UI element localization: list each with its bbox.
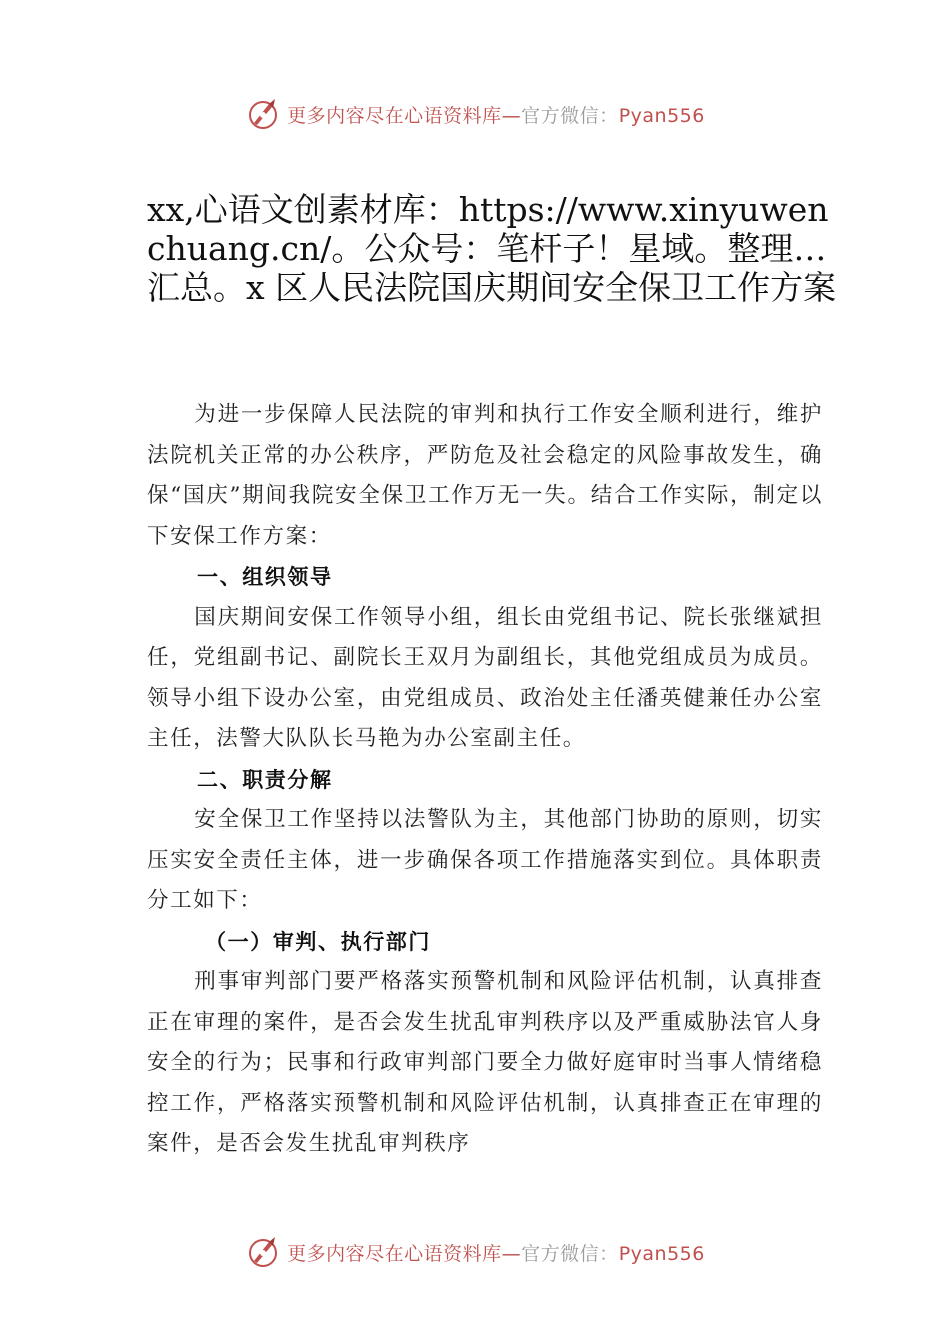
banner-separator: — xyxy=(501,104,522,127)
banner-lead: 更多内容尽在心语资料库 xyxy=(287,104,502,127)
banner-wechat-id: Pyan556 xyxy=(618,1242,705,1265)
banner-wechat-label: 官方微信： xyxy=(521,1242,619,1265)
banner-wechat-id: Pyan556 xyxy=(618,104,705,127)
subsection-heading-trial-execution: （一）审判、执行部门 xyxy=(205,929,431,954)
banner-text xyxy=(287,101,705,128)
banner-lead: 更多内容尽在心语资料库 xyxy=(287,1242,502,1265)
banner-text xyxy=(287,1239,705,1266)
trial-execution-paragraph: 刑事审判部门要严格落实预警机制和风险评估机制，认真排查正在审理的案件，是否会发生扰乱审判秩序以及严重威胁法官人身安全的行为；民事和行政审判部门要全力做好庭审时当事人情绪稳控工作，严格落实预警机制和风险评估机制，认真排查正在审理的案件，是否会发生扰乱审判秩序 xyxy=(147,969,823,1156)
document-body xyxy=(147,395,823,1165)
organization-paragraph: 国庆期间安保工作领导小组，组长由党组书记、院长张继斌担任，党组副书记、副院长王双月为副组长，其他党组成员为成员。领导小组下设办公室，由党组成员、政治处主任潘英健兼任办公室主任，法警大队队长马艳为办公室副主任。 xyxy=(147,604,823,751)
intro-paragraph: 为进一步保障人民法院的审判和执行工作安全顺利进行，维护法院机关正常的办公秩序，严防危及社会稳定的风险事故发生，确保“国庆”期间我院安全保卫工作万无一失。结合工作实际，制定以下安保工作方案： xyxy=(147,402,823,549)
section-heading-organization: 一、组织领导 xyxy=(197,565,333,589)
quill-pen-logo-icon xyxy=(245,96,281,132)
banner-wechat-label: 官方微信： xyxy=(521,104,619,127)
quill-pen-logo-icon xyxy=(245,1234,281,1270)
responsibilities-paragraph: 安全保卫工作坚持以法警队为主，其他部门协助的原则，切实压实安全责任主体，进一步确保各项工作措施落实到位。具体职责分工如下： xyxy=(147,807,823,913)
document-title: xx,心语文创素材库：https://www.xinyuwenchuang.cn/。公众号：笔杆子！星域。整理…汇总。x 区人民法院国庆期间安全保卫工作方案 xyxy=(147,190,837,307)
section-heading-responsibilities: 二、职责分解 xyxy=(197,767,333,792)
footer-banner xyxy=(0,1232,950,1272)
banner-separator: — xyxy=(501,1242,522,1265)
header-banner xyxy=(0,94,950,134)
